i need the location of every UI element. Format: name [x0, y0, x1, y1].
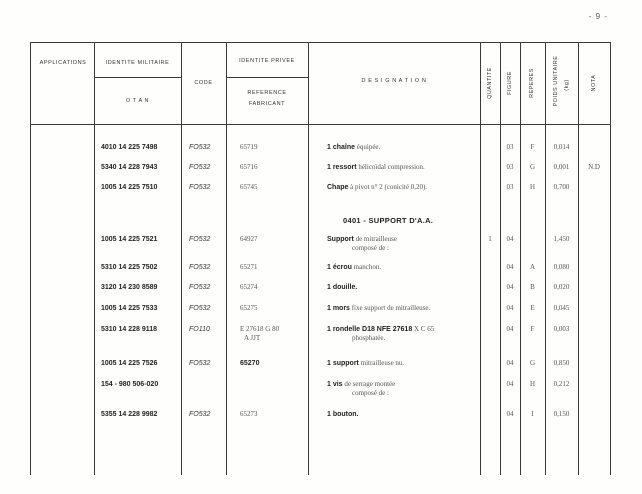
poids-cell: 0,080: [553, 263, 570, 271]
page-number: - 9 -: [588, 12, 608, 21]
figure-cell: 03: [506, 143, 514, 151]
reperes-cell: E: [530, 304, 535, 312]
identite-militaire-cell: 1005 14 225 7526: [101, 360, 158, 367]
identite-militaire-cell: 4010 14 225 7498: [101, 144, 158, 151]
reperes-cell: I: [531, 410, 534, 418]
figure-cell: 04: [506, 263, 514, 271]
reperes-cell: G: [529, 163, 536, 171]
code-cell: FO532: [189, 144, 211, 151]
code-cell: FO532: [189, 284, 211, 291]
designation-rest: à pivot n° 2 (conicité 0,20).: [348, 183, 428, 191]
designation-rest: mitrailleuse nu.: [358, 359, 405, 367]
poids-cell: 0,700: [553, 183, 570, 191]
reference-cell-line2: A JJT: [244, 334, 261, 342]
poids-cell: 1,450: [553, 235, 570, 243]
code-cell: FO532: [189, 184, 211, 191]
identite-militaire-cell: 5310 14 225 7502: [101, 264, 158, 271]
header-code: CODE: [194, 80, 213, 86]
header-figure: FIGURE: [507, 71, 513, 95]
table-top-border: [30, 42, 610, 43]
reperes-cell: F: [530, 143, 535, 151]
designation-cell: [327, 183, 427, 192]
reperes-cell: H: [529, 380, 536, 388]
designation-rest: de mitrailleuse: [353, 235, 397, 243]
designation-cell: [327, 380, 395, 389]
reperes-cell: F: [530, 325, 535, 333]
designation-keyword: 1 vis: [327, 381, 343, 388]
reference-cell: 65716: [240, 163, 258, 171]
poids-cell: 0,150: [553, 410, 570, 418]
designation-rest: X C 65: [412, 325, 435, 333]
designation-keyword: 1 chaîne: [327, 144, 356, 151]
poids-cell: 0,003: [553, 325, 570, 333]
header-quantite: QUANTITE: [487, 67, 493, 99]
reference-cell: 64927: [240, 235, 258, 243]
poids-cell: 0,001: [553, 163, 570, 171]
col-line: [610, 42, 611, 475]
reference-cell: 65273: [240, 410, 258, 418]
header-reperes: REPERES: [529, 68, 535, 98]
section-title: 0401 - SUPPORT D'A.A.: [343, 216, 434, 225]
identite-militaire-cell: 5310 14 228 9118: [101, 326, 158, 333]
figure-cell: 04: [506, 283, 514, 291]
reference-cell: 65270: [240, 360, 260, 367]
identite-militaire-cell: 5340 14 228 7943: [101, 164, 158, 171]
header-reference: REFERENCE: [247, 90, 287, 96]
designation-keyword: 1 écrou: [327, 264, 352, 271]
col-line: [30, 42, 31, 475]
designation-cell: [327, 359, 404, 368]
designation-cell: [327, 143, 380, 152]
col-line: [480, 42, 481, 475]
designation-keyword: Support: [327, 236, 354, 243]
code-cell: FO532: [189, 264, 211, 271]
designation-keyword: 1 mors: [327, 305, 350, 312]
header-divider: [30, 124, 610, 125]
identite-militaire-cell: 1005 14 225 7533: [101, 305, 158, 312]
designation-rest: manchon.: [351, 263, 382, 271]
designation-rest: hélicoïdal compression.: [356, 163, 425, 171]
figure-cell: 04: [506, 325, 514, 333]
col-line: [94, 42, 95, 475]
identite-militaire-cell: 3120 14 230 8589: [101, 284, 158, 291]
designation-rest: de serrage montée: [342, 380, 396, 388]
reperes-cell: G: [529, 359, 536, 367]
identite-militaire-cell: 5355 14 228 9982: [101, 411, 158, 418]
header-identite-militaire: IDENTITE MILITAIRE: [105, 60, 170, 66]
designation-cell: [327, 304, 430, 313]
designation-cell: [327, 163, 425, 172]
code-cell: FO532: [189, 164, 211, 171]
header-applications: APPLICATIONS: [39, 60, 87, 66]
header-otan: O T A N: [125, 98, 150, 104]
reference-cell: 65719: [240, 143, 258, 151]
code-cell: FO532: [189, 411, 211, 418]
designation-keyword: 1 ressort: [327, 164, 357, 171]
reference-cell: E 27618 G 80: [240, 325, 280, 333]
header-designation: D E S I G N A T I O N: [361, 78, 427, 84]
code-cell: FO110: [189, 326, 210, 333]
nota-cell: N.D: [588, 163, 600, 171]
designation-rest: fixe support de mitrailleuse.: [349, 304, 431, 312]
reperes-cell: A: [529, 263, 536, 271]
figure-cell: 03: [506, 183, 514, 191]
figure-cell: 04: [506, 410, 514, 418]
identite-militaire-cell: 1005 14 225 7510: [101, 184, 158, 191]
header-fabricant: FABRICANT: [248, 101, 286, 107]
reference-cell: 65745: [240, 183, 258, 191]
designation-rest: équipée.: [355, 143, 381, 151]
designation-cell-line2: phosphatée.: [352, 334, 386, 342]
reference-cell: 65275: [240, 304, 258, 312]
designation-cell-line2: composé de :: [352, 389, 389, 397]
code-cell: FO532: [189, 360, 211, 367]
reference-cell: 65274: [240, 283, 258, 291]
figure-cell: 03: [506, 163, 514, 171]
id-privee-sub-line: [226, 77, 308, 78]
designation-keyword: Chape: [327, 184, 349, 191]
poids-cell: 0,045: [553, 304, 570, 312]
reperes-cell: H: [529, 183, 536, 191]
id-militaire-sub-line: [94, 77, 181, 78]
designation-cell: [327, 325, 434, 334]
designation-keyword: 1 douille.: [327, 284, 358, 291]
figure-cell: 04: [506, 304, 514, 312]
designation-cell: [327, 283, 357, 292]
designation-cell: [327, 410, 359, 419]
col-line: [308, 42, 309, 475]
poids-cell: 0,212: [553, 380, 570, 388]
identite-militaire-cell: 1005 14 225 7521: [101, 236, 158, 243]
reference-cell: 65271: [240, 263, 258, 271]
designation-cell-line2: composé de :: [352, 244, 389, 252]
figure-cell: 04: [506, 359, 514, 367]
header-poids-unit: (kg): [564, 79, 570, 91]
poids-cell: 0,014: [553, 143, 570, 151]
designation-cell: [327, 263, 381, 272]
header-nota: NOTA: [591, 74, 597, 92]
designation-keyword: 1 rondelle D18 NFE 27618: [327, 326, 413, 333]
code-cell: FO532: [189, 236, 211, 243]
col-line: [181, 42, 182, 475]
reperes-cell: B: [530, 283, 535, 291]
header-poids: POIDS UNITAIRE: [553, 55, 559, 107]
designation-keyword: 1 support: [327, 360, 359, 367]
identite-militaire-cell: 154 - 980 506-020: [101, 381, 159, 388]
figure-cell: 04: [506, 235, 514, 243]
designation-cell: [327, 235, 397, 244]
header-identite-privee: IDENTITE PRIVEE: [239, 58, 295, 64]
poids-cell: 0,020: [553, 283, 570, 291]
code-cell: FO532: [189, 305, 211, 312]
designation-keyword: 1 bouton.: [327, 411, 359, 418]
poids-cell: 0,850: [553, 359, 570, 367]
col-line: [578, 42, 579, 475]
quantite-cell: 1: [488, 235, 492, 243]
figure-cell: 04: [506, 380, 514, 388]
